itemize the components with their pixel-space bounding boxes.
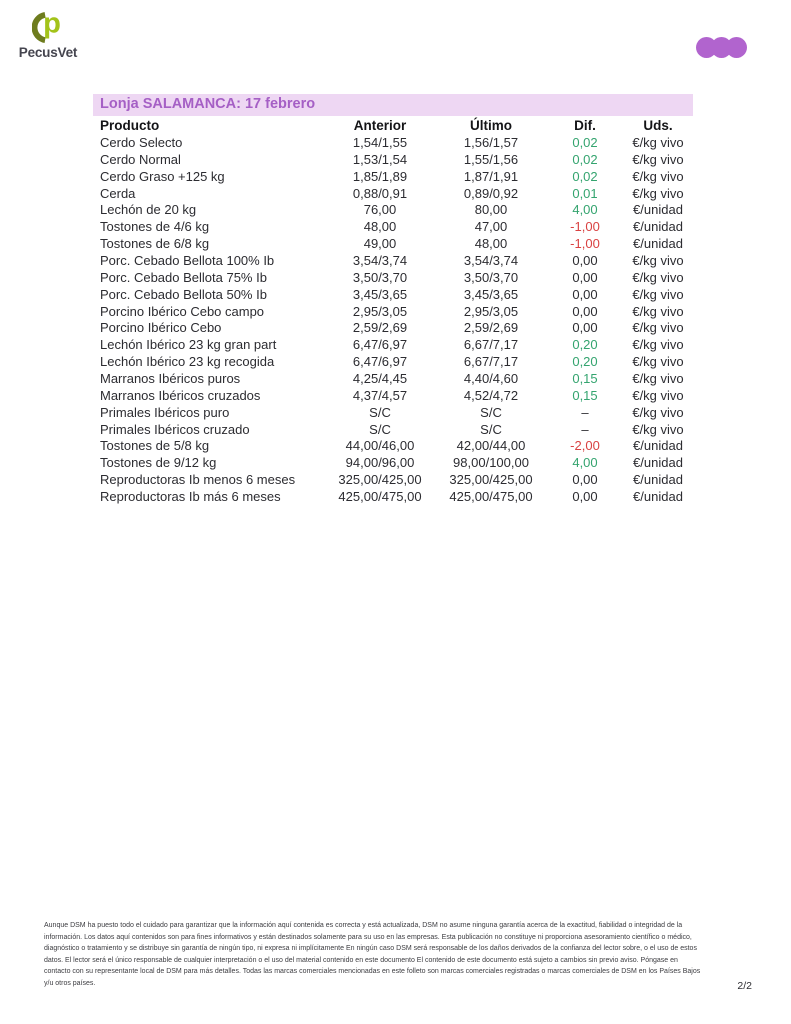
- ultimo-value: 6,67/7,17: [463, 354, 519, 370]
- product-name: Porc. Cebado Bellota 75% Ib: [100, 269, 267, 285]
- product-name: Primales Ibéricos puro: [100, 404, 230, 420]
- price-table: [100, 117, 693, 505]
- dif-value: 0,00: [572, 303, 598, 319]
- ultimo-value: 6,67/7,17: [463, 337, 519, 353]
- svg-text:p: p: [43, 11, 61, 40]
- uds-value: €/kg vivo: [632, 269, 684, 285]
- brand-block: [14, 11, 82, 60]
- anterior-value: 2,59/2,69: [352, 320, 408, 336]
- anterior-value: S/C: [369, 421, 391, 437]
- dif-value: -2,00: [570, 438, 600, 454]
- table-row: [100, 151, 693, 168]
- price-table-body: [100, 134, 693, 505]
- table-row: [100, 404, 693, 421]
- anterior-value: 6,47/6,97: [352, 354, 408, 370]
- anterior-value: S/C: [369, 404, 391, 420]
- uds-value: €/unidad: [633, 455, 683, 471]
- uds-value: €/kg vivo: [632, 286, 684, 302]
- ultimo-value: 3,50/3,70: [463, 269, 519, 285]
- column-header-dif: Dif.: [574, 117, 596, 133]
- ultimo-value: 1,87/1,91: [463, 168, 519, 184]
- table-row: [100, 437, 693, 454]
- uds-value: €/unidad: [633, 236, 683, 252]
- dif-value: –: [581, 421, 589, 437]
- uds-value: €/unidad: [633, 219, 683, 235]
- brand-wordmark: PecusVet: [18, 45, 78, 60]
- table-row: [100, 168, 693, 185]
- anterior-value: 3,45/3,65: [352, 286, 408, 302]
- anterior-value: 4,37/4,57: [352, 387, 408, 403]
- uds-value: €/kg vivo: [632, 151, 684, 167]
- uds-value: €/kg vivo: [632, 404, 684, 420]
- ultimo-value: 2,59/2,69: [463, 320, 519, 336]
- anterior-value: 44,00/46,00: [345, 438, 415, 454]
- dif-value: 0,15: [572, 370, 598, 386]
- dif-value: 0,00: [572, 286, 598, 302]
- table-row: [100, 387, 693, 404]
- product-name: Cerdo Graso +125 kg: [100, 168, 225, 184]
- table-row: [100, 201, 693, 218]
- uds-value: €/unidad: [633, 472, 683, 488]
- dif-value: 0,02: [572, 134, 598, 150]
- anterior-value: 6,47/6,97: [352, 337, 408, 353]
- uds-value: €/kg vivo: [632, 320, 684, 336]
- product-name: Marranos Ibéricos puros: [100, 370, 241, 386]
- table-row: [100, 370, 693, 387]
- product-name: Tostones de 6/8 kg: [100, 236, 210, 252]
- table-row: [100, 185, 693, 202]
- ultimo-value: 42,00/44,00: [456, 438, 526, 454]
- table-row: [100, 303, 693, 320]
- uds-value: €/kg vivo: [632, 303, 684, 319]
- product-name: Cerdo Normal: [100, 151, 181, 167]
- uds-value: €/unidad: [633, 202, 683, 218]
- product-name: Lechón de 20 kg: [100, 202, 197, 218]
- product-name: Primales Ibéricos cruzado: [100, 421, 250, 437]
- anterior-value: 4,25/4,45: [352, 370, 408, 386]
- ultimo-value: 48,00: [474, 236, 508, 252]
- ultimo-value: 98,00/100,00: [453, 455, 529, 471]
- uds-value: €/kg vivo: [632, 337, 684, 353]
- market-report: [93, 94, 693, 505]
- table-row: [100, 471, 693, 488]
- anterior-value: 0,88/0,91: [352, 185, 408, 201]
- ultimo-value: S/C: [480, 404, 502, 420]
- uds-value: €/unidad: [633, 438, 683, 454]
- anterior-value: 1,85/1,89: [352, 168, 408, 184]
- product-name: Lechón Ibérico 23 kg gran part: [100, 337, 277, 353]
- ultimo-value: 1,56/1,57: [463, 134, 519, 150]
- column-header-producto: Producto: [100, 117, 160, 133]
- dif-value: 0,02: [572, 151, 598, 167]
- anterior-value: 1,54/1,55: [352, 134, 408, 150]
- ultimo-value: S/C: [480, 421, 502, 437]
- column-header-ultimo: Último: [470, 117, 512, 133]
- ultimo-value: 425,00/475,00: [449, 488, 533, 504]
- ultimo-value: 4,40/4,60: [463, 370, 519, 386]
- table-row: [100, 488, 693, 505]
- anterior-value: 3,50/3,70: [352, 269, 408, 285]
- table-row: [100, 454, 693, 471]
- ultimo-value: 2,95/3,05: [463, 303, 519, 319]
- uds-value: €/kg vivo: [632, 134, 684, 150]
- page-number: 2/2: [737, 980, 752, 992]
- dif-value: 4,00: [572, 455, 598, 471]
- dif-value: 0,20: [572, 337, 598, 353]
- table-header-row: [100, 117, 693, 135]
- product-name: Cerdo Selecto: [100, 134, 183, 150]
- product-name: Tostones de 4/6 kg: [100, 219, 210, 235]
- product-name: Porc. Cebado Bellota 50% Ib: [100, 286, 267, 302]
- dif-value: 0,01: [572, 185, 598, 201]
- table-row: [100, 336, 693, 353]
- table-row: [100, 218, 693, 235]
- uds-value: €/kg vivo: [632, 185, 684, 201]
- pecusvet-logo-icon: [32, 11, 64, 44]
- ultimo-value: 325,00/425,00: [449, 472, 533, 488]
- anterior-value: 48,00: [363, 219, 397, 235]
- ultimo-value: 80,00: [474, 202, 508, 218]
- ultimo-value: 47,00: [474, 219, 508, 235]
- table-row: [100, 286, 693, 303]
- dif-value: 4,00: [572, 202, 598, 218]
- footer-disclaimer: Aunque DSM ha puesto todo el cuidado para garantizar que la información aquí contenida es correcta y está actualizada, DSM no asume ninguna garantía acerca de la exactitud, fiabilidad o integridad de la información. Los datos aquí contenidos son para fines informativos y están destinados solamente para su uso en las empresas. Esta publicación no constituye ni proporciona asesoramiento científico o médico, diagnóstico o tratamiento y se distribuye sin garantía de ningún tipo, ni expresa ni implícitamente En ningún caso DSM será responsable de los daños derivados de la confianza del lector sobre, o el uso de estos datos. El lector será el único responsable de cualquier interpretación o el uso del material contenido en este documento El contenido de este documento está sujeto a cambios sin previo aviso. Póngase en contacto con su representante local de DSM para más detalles. Todas las marcas comerciales mencionadas en este folleto son marcas comerciales registradas o marcas comerciales de DSM en los Países Bajos y/u otros países.: [44, 922, 701, 987]
- column-header-uds: Uds.: [643, 117, 673, 133]
- dot-icon: [726, 37, 747, 58]
- dif-value: 0,00: [572, 269, 598, 285]
- dif-value: 0,20: [572, 354, 598, 370]
- dif-value: 0,00: [572, 488, 598, 504]
- ultimo-value: 3,54/3,74: [463, 252, 519, 268]
- table-row: [100, 269, 693, 286]
- product-name: Reproductoras Ib menos 6 meses: [100, 472, 296, 488]
- product-name: Marranos Ibéricos cruzados: [100, 387, 261, 403]
- table-row: [100, 252, 693, 269]
- uds-value: €/kg vivo: [632, 168, 684, 184]
- report-title-banner: Lonja SALAMANCA: 17 febrero: [93, 94, 693, 116]
- table-row: [100, 421, 693, 438]
- dif-value: 0,02: [572, 168, 598, 184]
- product-name: Porcino Ibérico Cebo: [100, 320, 222, 336]
- table-row: [100, 319, 693, 336]
- product-name: Porcino Ibérico Cebo campo: [100, 303, 265, 319]
- ultimo-value: 0,89/0,92: [463, 185, 519, 201]
- column-header-anterior: Anterior: [353, 117, 407, 133]
- product-name: Tostones de 5/8 kg: [100, 438, 210, 454]
- anterior-value: 2,95/3,05: [352, 303, 408, 319]
- dif-value: 0,00: [572, 252, 598, 268]
- anterior-value: 94,00/96,00: [345, 455, 415, 471]
- product-name: Reproductoras Ib más 6 meses: [100, 488, 281, 504]
- ultimo-value: 4,52/4,72: [463, 387, 519, 403]
- anterior-value: 76,00: [363, 202, 397, 218]
- product-name: Lechón Ibérico 23 kg recogida: [100, 354, 275, 370]
- anterior-value: 49,00: [363, 236, 397, 252]
- product-name: Tostones de 9/12 kg: [100, 455, 217, 471]
- table-row: [100, 134, 693, 151]
- dif-value: 0,00: [572, 472, 598, 488]
- anterior-value: 325,00/425,00: [338, 472, 422, 488]
- product-name: Porc. Cebado Bellota 100% Ib: [100, 252, 275, 268]
- uds-value: €/unidad: [633, 488, 683, 504]
- uds-value: €/kg vivo: [632, 252, 684, 268]
- uds-value: €/kg vivo: [632, 387, 684, 403]
- dif-value: -1,00: [570, 219, 600, 235]
- table-row: [100, 353, 693, 370]
- uds-value: €/kg vivo: [632, 421, 684, 437]
- dif-value: 0,15: [572, 387, 598, 403]
- table-row: [100, 235, 693, 252]
- anterior-value: 3,54/3,74: [352, 252, 408, 268]
- brand-dots-icon: [696, 37, 747, 58]
- product-name: Cerda: [100, 185, 136, 201]
- dif-value: –: [581, 404, 589, 420]
- anterior-value: 425,00/475,00: [338, 488, 422, 504]
- uds-value: €/kg vivo: [632, 354, 684, 370]
- uds-value: €/kg vivo: [632, 370, 684, 386]
- ultimo-value: 3,45/3,65: [463, 286, 519, 302]
- anterior-value: 1,53/1,54: [352, 151, 408, 167]
- dif-value: 0,00: [572, 320, 598, 336]
- ultimo-value: 1,55/1,56: [463, 151, 519, 167]
- dif-value: -1,00: [570, 236, 600, 252]
